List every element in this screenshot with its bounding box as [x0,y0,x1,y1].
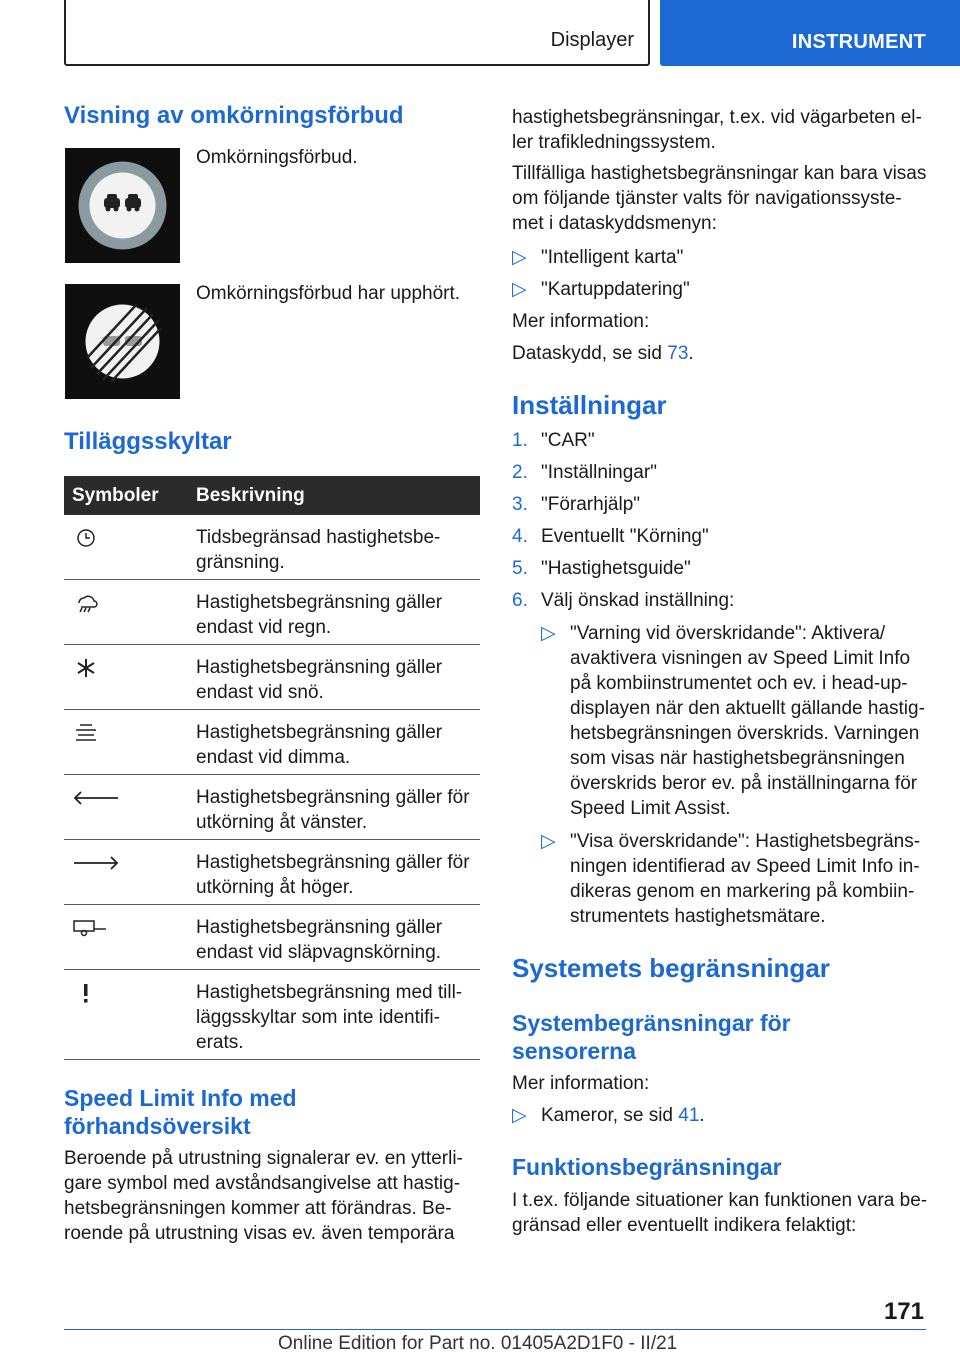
bullet-line: "Varning vid överskridande": Aktivera/ [570,623,886,644]
ref-period: . [688,343,694,364]
services-paragraph [512,161,926,236]
rain-icon [72,592,100,614]
heading-line: Systembegränsningar för [512,1010,791,1036]
end-no-overtaking-sign-icon [65,284,180,399]
table-row [64,840,480,905]
no-overtaking-sign-image [65,148,180,263]
bullet-line: displayen när den aktuellt gällande hastig- [570,698,925,719]
chapter-title: INSTRUMENT [791,31,926,53]
row-text-line: läggsskyltar som inte identifi- [196,1007,440,1028]
step-number: 5. [512,558,528,579]
heading-tillaggsskyltar: Tilläggsskyltar [64,428,232,455]
heading-systembegransningar [512,1009,791,1065]
bullet-line: hetsbegränsningen överskrids. Varningen [570,723,920,744]
table-row [64,775,480,840]
temp-limits-paragraph [512,105,922,155]
funktion-paragraph [512,1188,927,1238]
footer-divider [64,1329,926,1330]
para-line: gare symbol med avståndsangivelse att hastig- [64,1173,461,1194]
row-text-line: Hastighetsbegränsning med till- [196,982,463,1003]
step-number: 4. [512,526,528,547]
step-text: Välj önskad inställning: [541,590,735,611]
bullet-line: avaktivera visningen av Speed Limit Info [570,648,911,669]
heading-funktionsbegransningar: Funktionsbegränsningar [512,1154,782,1180]
step-text: "Förarhjälp" [541,494,641,515]
bullet-line: på kombiinstrumentet och ev. i head-up- [570,673,908,694]
supplementary-signs-table [64,476,480,1060]
row-text-line: Hastighetsbegränsning gäller [196,722,443,743]
trailer-icon [72,917,108,939]
table-row [64,515,480,580]
para-line: met i dataskyddsmenyn: [512,213,717,234]
para-line: Beroende på utrustning signalerar ev. en ytterli- [64,1148,463,1169]
heading-line: Speed Limit Info med [64,1085,297,1111]
page-link-41[interactable]: 41 [678,1105,700,1126]
row-text-line: gränsning. [196,552,285,573]
bullet-line: överskrids beror ev. på inställningarna för [570,773,918,794]
row-text-line: Hastighetsbegränsning gäller [196,657,443,678]
table-row [64,905,480,970]
bullet-line: ningen identifierad av Speed Limit Info in- [570,856,920,877]
row-text-line: endast vid regn. [196,617,332,638]
heading-visning: Visning av omkörningsförbud [64,102,404,129]
dataskydd-reference [512,341,694,366]
row-text-line: endast vid snö. [196,682,324,703]
more-info-label: Mer information: [512,311,650,332]
para-line: Tillfälliga hastighetsbegränsningar kan bara visas [512,163,927,184]
bullet-text: "Intelligent karta" [541,247,684,268]
row-text-line: Hastighetsbegränsning gäller för [196,852,470,873]
table-col-symboler: Symboler [72,485,159,506]
page-header [0,0,960,66]
bullet-line: som visas när hastighetsbegränsningen [570,748,905,769]
table-col-beskrivning: Beskrivning [196,485,305,506]
para-line: roende på utrustning visas ev. även temporära [64,1223,455,1244]
chapter-tab [660,0,960,66]
step-text: Eventuellt "Körning" [541,526,709,547]
speed-info-paragraph [64,1146,463,1246]
bullet-line: strumentets hastighetsmätare. [570,906,826,927]
para-line: I t.ex. följande situationer kan funktionen vara be- [512,1190,928,1211]
table-row [64,580,480,645]
table-row [64,645,480,710]
ref-text: Dataskydd, se sid [512,343,668,364]
fog-icon [72,722,100,744]
heading-installningar: Inställningar [512,390,667,420]
bullet-marker-icon: ▷ [541,831,556,852]
step-number: 6. [512,590,528,611]
row-text-line: Hastighetsbegränsning gäller [196,592,443,613]
page-link-73[interactable]: 73 [667,343,689,364]
edition-footer: Online Edition for Part no. 01405A2D1F0 - II/21 [278,1333,678,1354]
para-line: ler trafikledningssystem. [512,132,716,153]
clock-icon [72,527,100,549]
step-number: 1. [512,430,528,451]
ref-period: . [699,1105,705,1126]
table-row [64,970,480,1060]
row-text-line: endast vid dimma. [196,747,351,768]
bullet-marker-icon: ▷ [541,623,556,644]
row-text-line: utkörning åt vänster. [196,812,368,833]
end-no-overtaking-sign-image [65,284,180,399]
bullet-line: "Visa överskridande": Hastighetsbegräns- [570,831,921,852]
para-line: gränsad eller eventuellt indikera felaktigt: [512,1215,857,1236]
para-line: om följande tjänster valts för navigationssyste- [512,188,902,209]
bullet-line: Speed Limit Assist. [570,798,731,819]
arrow-left-icon [72,787,120,809]
para-line: hetsbegränsningen kommer att förändras. Be- [64,1198,452,1219]
bullet-marker-icon: ▷ [512,247,527,268]
heading-line: förhandsöversikt [64,1113,251,1139]
heading-line: sensorerna [512,1038,637,1064]
sign2-caption: Omkörningsförbud har upphört. [196,283,461,304]
row-text-line: utkörning åt höger. [196,877,354,898]
step-text: "Inställningar" [541,462,657,483]
exclamation-icon [72,982,100,1004]
heading-speed-limit-info [64,1084,297,1140]
step-number: 2. [512,462,528,483]
table-header [64,476,480,515]
section-tab [64,0,650,66]
step-text: "CAR" [541,430,595,451]
page-number: 171 [883,1298,924,1325]
row-text-line: Hastighetsbegränsning gäller för [196,787,470,808]
row-text-line: endast vid släpvagnskörning. [196,942,442,963]
step-number: 3. [512,494,528,515]
sign1-caption: Omkörningsförbud. [196,147,358,168]
bullet-marker-icon: ▷ [512,279,527,300]
section-title: Displayer [550,29,634,51]
ref-text: Kameror, se sid [541,1105,679,1126]
arrow-right-icon [72,852,120,874]
no-overtaking-sign-icon [65,148,180,263]
snowflake-icon [72,657,100,679]
more-info-label: Mer information: [512,1073,650,1094]
bullet-text: "Kartuppdatering" [541,279,690,300]
row-text-line: Hastighetsbegränsning gäller [196,917,443,938]
para-line: hastighetsbegränsningar, t.ex. vid vägarbeten el- [512,107,922,128]
row-text-line: erats. [196,1032,244,1053]
heading-systemets-begransningar: Systemets begränsningar [512,953,830,983]
table-row [64,710,480,775]
step-text: "Hastighetsguide" [541,558,691,579]
row-text-line: Tidsbegränsad hastighetsbe- [196,527,441,548]
bullet-marker-icon: ▷ [512,1105,527,1126]
bullet-line: dikeras genom en markering på kombiin- [570,881,915,902]
